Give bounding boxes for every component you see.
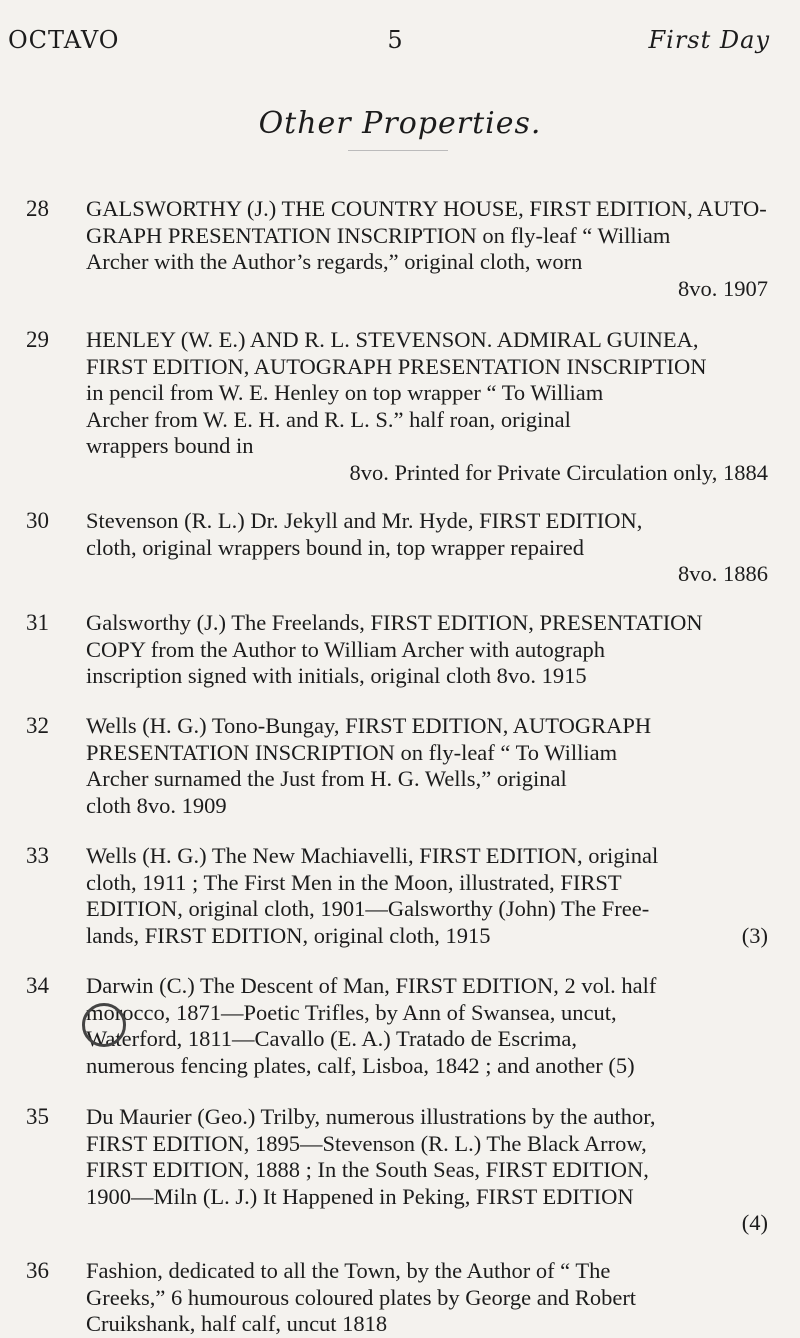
entry-line: EDITION, original cloth, 1901—Galsworthy (John) The Free- bbox=[86, 896, 650, 921]
entry-number: 30 bbox=[26, 508, 49, 533]
header-day: First Day bbox=[648, 26, 770, 54]
entry-line: Galsworthy (J.) The Freelands, FIRST EDITION, PRESENTATION bbox=[86, 610, 703, 635]
entry-line: Waterford, 1811—Cavallo (E. A.) Tratado de Escrima, bbox=[86, 1026, 577, 1051]
entry-tail: 8vo. 1907 bbox=[678, 275, 768, 301]
entry-line: inscription signed with initials, original cloth 8vo. 1915 bbox=[86, 663, 587, 688]
entry-line: 1900—Miln (L. J.) It Happened in Peking, FIRST EDITION bbox=[86, 1183, 634, 1209]
entry-tail: 8vo. Printed for Private Circulation only, 1884 bbox=[349, 459, 768, 485]
entry-text bbox=[86, 508, 776, 561]
entry-line: numerous fencing plates, calf, Lisboa, 1842 ; and another (5) bbox=[86, 1052, 635, 1078]
entry-line: in pencil from W. E. Henley on top wrapper “ To William bbox=[86, 380, 604, 405]
entry-line: Darwin (C.) The Descent of Man, FIRST EDITION, 2 vol. half bbox=[86, 973, 657, 998]
entry-number: 35 bbox=[26, 1104, 49, 1129]
entry-text bbox=[86, 196, 776, 276]
entry-line: Wells (H. G.) Tono-Bungay, FIRST EDITION, AUTOGRAPH bbox=[86, 713, 652, 738]
page-number: 5 bbox=[387, 26, 403, 54]
title-divider bbox=[348, 150, 448, 151]
entry-text bbox=[86, 973, 776, 1079]
entry-line: GALSWORTHY (J.) THE COUNTRY HOUSE, FIRST EDITION, AUTO- bbox=[86, 196, 767, 221]
entry-line: FIRST EDITION, 1895—Stevenson (R. L.) The Black Arrow, bbox=[86, 1130, 647, 1156]
entry-line: Cruikshank, half calf, uncut 1818 bbox=[86, 1311, 388, 1336]
stamp-mark bbox=[82, 1003, 126, 1047]
entry-line: Archer surnamed the Just from H. G. Wells,” original bbox=[86, 766, 567, 791]
entry-number: 32 bbox=[26, 713, 49, 738]
entry-text bbox=[86, 843, 776, 949]
entry-line: Greeks,” 6 humourous coloured plates by George and Robert bbox=[86, 1284, 637, 1310]
entry-number: 28 bbox=[26, 196, 49, 221]
entry-line: COPY from the Author to William Archer with autograph bbox=[86, 636, 606, 662]
entry-line: Wells (H. G.) The New Machiavelli, FIRST EDITION, original bbox=[86, 843, 659, 868]
entry-line: lands, FIRST EDITION, original cloth, 1915 bbox=[86, 922, 491, 948]
entry-line: FIRST EDITION, AUTOGRAPH PRESENTATION INSCRIPTION bbox=[86, 353, 707, 379]
entry-line: Stevenson (R. L.) Dr. Jekyll and Mr. Hyde, FIRST EDITION, bbox=[86, 508, 643, 533]
entry-number: 36 bbox=[26, 1258, 49, 1283]
entry-line: cloth, original wrappers bound in, top wrapper repaired bbox=[86, 534, 584, 560]
entry-number: 33 bbox=[26, 843, 49, 868]
entry-text bbox=[86, 713, 776, 819]
entry-line: cloth 8vo. 1909 bbox=[86, 792, 227, 818]
entry-text bbox=[86, 1104, 776, 1210]
page-header bbox=[0, 26, 800, 66]
entry-line: cloth, 1911 ; The First Men in the Moon, illustrated, FIRST bbox=[86, 869, 622, 895]
entry-line: HENLEY (W. E.) AND R. L. STEVENSON. ADMIRAL GUINEA, bbox=[86, 327, 699, 352]
entry-line: wrappers bound in bbox=[86, 433, 254, 458]
entry-line: GRAPH PRESENTATION INSCRIPTION on fly-leaf “ William bbox=[86, 222, 671, 248]
entry-text bbox=[86, 327, 776, 460]
entry-tail: 8vo. 1886 bbox=[678, 561, 768, 586]
entry-line: PRESENTATION INSCRIPTION on fly-leaf “ To William bbox=[86, 739, 618, 765]
entry-number: 31 bbox=[26, 610, 49, 635]
entry-line: FIRST EDITION, 1888 ; In the South Seas, FIRST EDITION, bbox=[86, 1157, 649, 1182]
entry-line: Archer from W. E. H. and R. L. S.” half roan, original bbox=[86, 406, 571, 432]
entry-tail: (4) bbox=[741, 1210, 768, 1235]
section-title: Other Properties. bbox=[258, 106, 542, 141]
entry-line: Fashion, dedicated to all the Town, by the Author of “ The bbox=[86, 1258, 611, 1283]
entry-number: 34 bbox=[26, 973, 49, 998]
header-format: OCTAVO bbox=[8, 26, 120, 54]
entry-text bbox=[86, 1258, 776, 1338]
entry-line: Du Maurier (Geo.) Trilby, numerous illustrations by the author, bbox=[86, 1104, 656, 1129]
entry-line: Archer with the Author’s regards,” original cloth, worn bbox=[86, 249, 583, 274]
entry-number: 29 bbox=[26, 327, 49, 352]
entry-line: morocco, 1871—Poetic Trifles, by Ann of Swansea, uncut, bbox=[86, 999, 617, 1025]
entry-tail: (3) bbox=[741, 922, 768, 948]
entry-text bbox=[86, 610, 776, 690]
